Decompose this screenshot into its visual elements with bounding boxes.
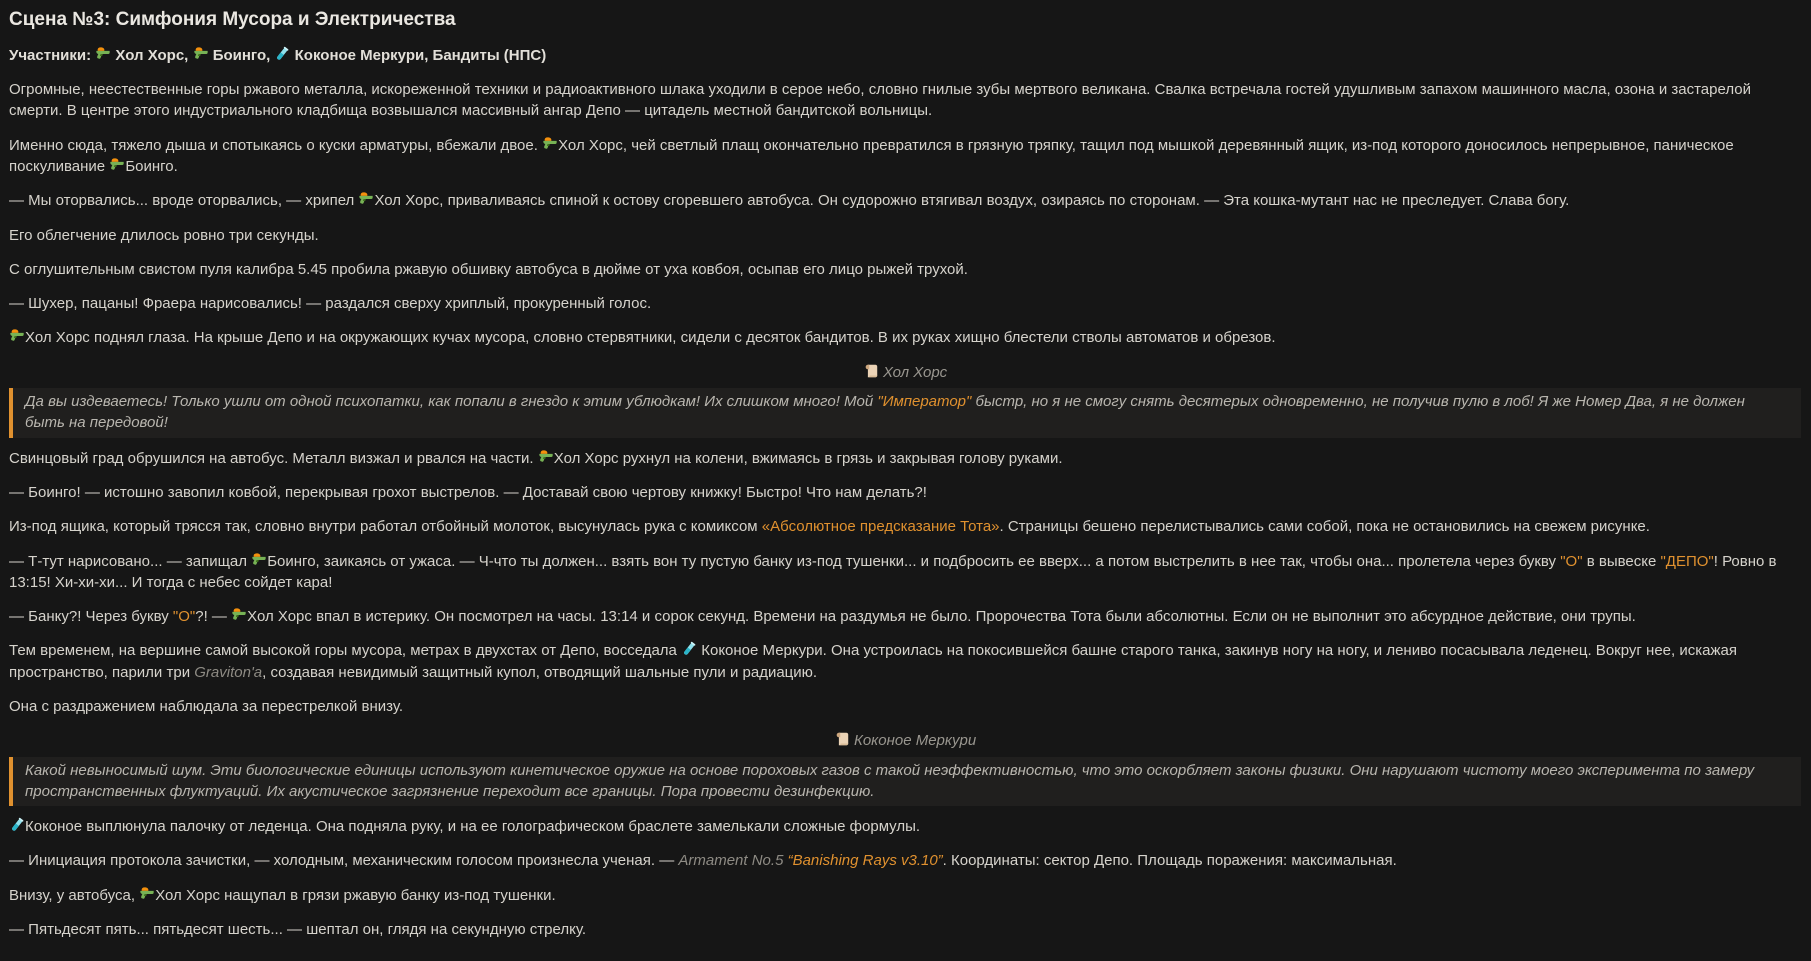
text-run: Коконое Меркури xyxy=(849,732,977,750)
text-run: Graviton'a xyxy=(194,663,263,681)
water-pistol-icon xyxy=(139,886,155,902)
text-run: Именно сюда, тяжело дыша и спотыкаясь о куски арматуры, вбежали двое. xyxy=(9,136,543,154)
text-run: в вывеске xyxy=(1582,552,1661,570)
scene-paragraph xyxy=(9,850,1801,871)
test-tube-icon xyxy=(274,46,290,62)
test-tube-icon xyxy=(9,817,25,833)
scroll-icon xyxy=(863,363,879,379)
scene-paragraph xyxy=(9,696,1801,717)
text-run: — Пятьдесят пять... пятьдесят шесть... — шептал он, глядя на секундную стрелку. xyxy=(9,921,586,939)
text-run: . Страницы бешено перелистывались сами собой, пока не остановились на свежем рисунке. xyxy=(999,518,1650,536)
scene-paragraph xyxy=(9,327,1801,348)
water-pistol-icon xyxy=(193,46,209,62)
text-run: “Banishing Rays v3.10” xyxy=(787,852,943,870)
text-run: Хол Хорс нащупал в грязи ржавую банку из-под тушенки. xyxy=(155,886,556,904)
text-run: Хол Хорс, чей светлый плащ окончательно превратился в грязную тряпку, тащил под мышкой деревянный ящик, из-под которого доносилось непрерывное, паническое поскуливание xyxy=(9,136,1734,175)
character-quote xyxy=(9,757,1801,807)
text-run: , создавая невидимый защитный купол, отводящий шальные пули и радиацию. xyxy=(262,663,818,681)
scene-paragraph xyxy=(9,885,1801,906)
text-run: С оглушительным свистом пуля калибра 5.45 пробила ржавую обшивку автобуса в дюйме от уха ковбоя, осыпав его лицо рыжей трухой. xyxy=(9,260,968,278)
scene-paragraph xyxy=(9,640,1801,683)
text-run: Его облегчение длилось ровно три секунды. xyxy=(9,226,319,244)
text-run: Хол Хорс, xyxy=(111,46,193,64)
text-run: ?! — xyxy=(195,608,232,626)
test-tube-icon xyxy=(681,641,697,657)
water-pistol-icon xyxy=(538,449,554,465)
water-pistol-icon xyxy=(9,328,25,344)
scene-title: Сцена №3: Симфония Мусора и Электричества xyxy=(9,9,456,30)
text-run: Коконое Меркури, Бандиты (НПС) xyxy=(290,46,547,64)
scene-paragraph xyxy=(9,135,1801,178)
text-run: Коконое выплюнула палочку от леденца. Она подняла руку, и на ее голографическом браслете замелькали сложные формулы. xyxy=(25,818,921,836)
water-pistol-icon xyxy=(95,46,111,62)
scene-paragraph xyxy=(9,259,1801,280)
text-run: Свинцовый град обрушился на автобус. Металл визжал и рвался на части. xyxy=(9,449,538,467)
text-run: Коконое Меркури. Она устроилась на покосившейся башне старого танка, закинув ногу на ногу, и лениво посасывала леденец. Вокруг нее, искажая пространство, парили три xyxy=(9,642,1737,681)
speaker-header xyxy=(9,730,1801,751)
text-run: Armament No.5 xyxy=(678,852,788,870)
character-quote xyxy=(9,388,1801,438)
scene-paragraph xyxy=(9,225,1801,246)
scene-paragraph xyxy=(9,606,1801,627)
scene-body xyxy=(9,45,1801,941)
text-run: Хол Хорс xyxy=(878,363,948,381)
text-run: Тем временем, на вершине самой высокой горы мусора, метрах в двухстах от Депо, восседала xyxy=(9,642,682,660)
text-run: Боинго, xyxy=(208,46,275,64)
text-run: — Инициация протокола зачистки, — холодным, механическим голосом произнесла ученая. — xyxy=(9,852,679,870)
text-run: Какой невыносимый шум. Эти биологические единицы используют кинетическое оружие на основе пороховых газов с такой неэффективностью, что это оскорбляет законы физики. Они нарушают чистоту моего эксперимента по замеру пространственных флуктуаций. Их акустическое загрязнение переходит все границы. Пора провести дезинфекцию. xyxy=(25,761,1755,800)
text-run: Из-под ящика, который трясся так, словно внутри работал отбойный молоток, высунулась рука с комиксом xyxy=(9,518,762,536)
scene-paragraph xyxy=(9,190,1801,211)
scene-paragraph xyxy=(9,79,1801,122)
text-run: Участники: xyxy=(9,46,96,64)
water-pistol-icon xyxy=(542,136,558,152)
text-run: "Император" xyxy=(877,393,972,411)
water-pistol-icon xyxy=(109,157,125,173)
text-run: "ДЕПО" xyxy=(1660,552,1714,570)
text-run: "О" xyxy=(1560,552,1583,570)
text-run: Хол Хорс впал в истерику. Он посмотрел на часы. 13:14 и сорок секунд. Времени на раздумья не было. Пророчества Тота были абсолютны. Если он не выполнит это абсурдное действие, они трупы. xyxy=(247,608,1636,626)
participants-line xyxy=(9,45,1801,66)
scene-paragraph xyxy=(9,816,1801,837)
text-run: — Шухер, пацаны! Фраера нарисовались! — раздался сверху хриплый, прокуренный голос. xyxy=(9,295,652,313)
scene-paragraph xyxy=(9,448,1801,469)
scroll-icon xyxy=(834,731,850,747)
text-run: ! Ровно в 13:15! Хи-хи-хи... И тогда с небес сойдет кара! xyxy=(9,552,1777,591)
water-pistol-icon xyxy=(231,607,247,623)
text-run: — Мы оторвались... вроде оторвались, — хрипел xyxy=(9,192,359,210)
text-run: Хол Хорс рухнул на колени, вжимаясь в грязь и закрывая голову руками. xyxy=(553,449,1063,467)
scene-paragraph xyxy=(9,516,1801,537)
text-run: — Боинго! — истошно завопил ковбой, перекрывая грохот выстрелов. — Доставай свою чертову книжку! Быстро! Что нам делать?! xyxy=(9,483,927,501)
text-run: . Координаты: сектор Депо. Площадь поражения: максимальная. xyxy=(942,852,1397,870)
water-pistol-icon xyxy=(358,191,374,207)
text-run: — Банку?! Через букву xyxy=(9,608,173,626)
text-run: Она с раздражением наблюдала за перестрелкой внизу. xyxy=(9,697,404,715)
text-run: Боинго. xyxy=(125,157,178,175)
scene-paragraph xyxy=(9,482,1801,503)
text-run: Внизу, у автобуса, xyxy=(9,886,140,904)
text-run: — Т-тут нарисовано... — запищал xyxy=(9,552,252,570)
speaker-header xyxy=(9,362,1801,383)
text-run: «Абсолютное предсказание Тота» xyxy=(761,518,1000,536)
text-run: Да вы издеваетесь! Только ушли от одной психопатки, как попали в гнездо к этим ублюдкам! Их слишком много! Мой xyxy=(25,393,878,411)
text-run: Боинго, заикаясь от ужаса. — Ч-что ты должен... взять вон ту пустую банку из-под тушенки... и подбросить ее вверх... а потом выстрелить в нее так, чтобы она... пролетела через букву xyxy=(267,552,1561,570)
scene-paragraph xyxy=(9,293,1801,314)
text-run: быстр, но я не смогу снять десятерых одновременно, не получив пулю в лоб! Я же Номер Два, я не должен быть на передовой! xyxy=(25,393,1745,432)
text-run: Хол Хорс поднял глаза. На крыше Депо и на окружающих кучах мусора, словно стервятники, сидели с десяток бандитов. В их руках хищно блестели стволы автоматов и обрезов. xyxy=(25,329,1276,347)
scene-paragraph xyxy=(9,551,1801,594)
scene-paragraph xyxy=(9,919,1801,940)
water-pistol-icon xyxy=(251,552,267,568)
text-run: Огромные, неестественные горы ржавого металла, искореженной техники и радиоактивного шлака уходили в серое небо, словно гнилые зубы мертвого великана. Свалка встречала гостей удушливым запахом машинного масла, озона и застарелой смерти. В центре этого индустриального кладбища возвышался массивный ангар Депо — цитадель местной бандитской вольницы. xyxy=(9,81,1751,120)
text-run: Хол Хорс, приваливаясь спиной к остову сгоревшего автобуса. Он судорожно втягивал воздух, озираясь по сторонам. — Эта кошка-мутант нас не преследует. Слава богу. xyxy=(374,192,1570,210)
text-run: "О" xyxy=(172,608,196,626)
